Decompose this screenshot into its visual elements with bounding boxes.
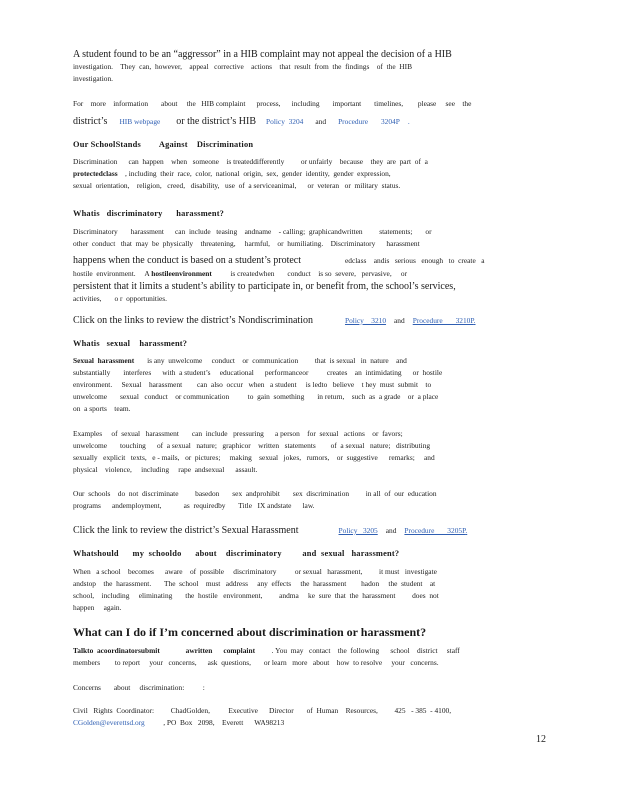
sexual-harassment-links-text: Click the link to review the district’s Sexual Harassment [73, 525, 299, 536]
districts-text: district’s [73, 116, 108, 127]
school-action-line-4: happen again. [73, 603, 122, 612]
heading-discriminatory-harassment [73, 203, 531, 221]
contact-line-2 [73, 717, 531, 729]
heading-discriminatory-harassment-text: Whatis discriminatory harassment? [73, 209, 225, 218]
heading-school-should-do [73, 543, 531, 561]
and-text-3210: and [394, 316, 405, 325]
nondiscrimination-line [73, 310, 531, 328]
policy-3204-link[interactable]: Policy 3204 [266, 117, 304, 126]
school-action-line-2: andstop the harassment. The school must address any effects the harassment hadon the student at [73, 579, 436, 588]
examples-line-2: unwelcome touching of a sexual nature; graphicor written statements of a sexual nature; distributing [73, 441, 431, 450]
coordinator-email-link[interactable]: CGolden@everettsd.org [73, 718, 145, 727]
heading-concerned-text: What can I do if I’m concerned about discrimination or harassment? [73, 625, 427, 639]
heading-school-should-do-text: Whatshould my schooldo about discriminatory and sexual harassment? [73, 549, 400, 558]
harassment-line-3 [73, 250, 531, 268]
discrimination-paragraph [73, 156, 531, 192]
school-action-paragraph [73, 566, 531, 614]
talk-line-1-rest: . You may contact the following school district staff [271, 646, 460, 655]
heading-school-stands [73, 134, 531, 152]
schools-line-1: Our schools do not discriminate basedon sex andprohibit sex discrimination in all of our education [73, 489, 437, 498]
policy-3210-link[interactable]: Policy 3210 [344, 316, 387, 325]
more-info-line-2 [73, 111, 531, 129]
sexual-harassment-links [73, 520, 531, 538]
hostile-environment-term: hostileenvironment [151, 269, 212, 278]
sexual-harassment-line-3: environment. Sexual harassment can also occur when a student is ledto believe t hey must submit to [73, 380, 432, 389]
schools-line-2: programs andemployment, as requiredby Title IX andstate law. [73, 501, 315, 510]
harassment-line-4-a: hostile environment. A [73, 269, 150, 278]
period-3210: . [473, 316, 476, 325]
harassment-line-4 [73, 268, 531, 280]
discrimination-word: Discrimination [73, 157, 118, 166]
examples-line-4: physical violence, including rape andsexual assault. [73, 465, 258, 474]
harassment-line-5: persistent that it limits a student’s ability to participate in, or benefit from, the school’s services, [73, 281, 456, 292]
period-3205: . [465, 526, 468, 535]
hib-webpage-link[interactable]: HIB webpage [119, 117, 161, 126]
nondiscrimination-text: Click on the links to review the district’s Nondiscrimination [73, 315, 313, 326]
harassment-line-6: activities, o r opportunities. [73, 294, 168, 303]
sexual-harassment-line-4: unwelcome sexual conduct or communication to gain something in return, such as a grade or a place [73, 392, 439, 401]
sexual-harassment-line-1-rest: is any unwelcome conduct or communication that is sexual in nature and [147, 356, 407, 365]
school-action-line-1: When a school becomes aware of possible discriminatory or sexual harassment, it must investigate [73, 567, 437, 576]
more-info-line-1: For more information about the HIB complaint process, including important timelines, please see the [73, 99, 472, 108]
harassment-line-2: other conduct that may be physically threatening, harmful, or humiliating. Discriminatory harassment [73, 239, 420, 248]
talk-bold-text: Talkto acoordinatorsubmit awritten complaint [73, 646, 256, 655]
discrimination-line-2-rest: , including their race, color, national origin, sex, gender identity, gender expression, [125, 169, 391, 178]
examples-line-1: Examples of sexual harassment can include pressuring a person for sexual actions or favors; [73, 429, 403, 438]
procedure-3205p-link[interactable]: Procedure 3205P [404, 526, 466, 535]
discrimination-line-1 [73, 156, 531, 168]
aggressor-paragraph [73, 48, 531, 85]
harassment-line-3-big: happens when the conduct is based on a student’s protect [73, 255, 301, 266]
or-district-hib-text: or the district’s HIB [176, 116, 257, 127]
talk-line-2: members to report your concerns, ask questions, or learn more about how to resolve your concerns. [73, 658, 439, 667]
aggressor-lead: A student found to be an “aggressor” in a HIB complaint may not appeal the decision of a HIB [73, 49, 452, 60]
policy-3205-link[interactable]: Policy 3205 [338, 526, 378, 535]
heading-concerned [73, 623, 531, 641]
heading-school-stands-text: Our SchoolStands Against Discrimination [73, 140, 254, 149]
heading-sexual-harassment-text: Whatis sexual harassment? [73, 339, 188, 348]
examples-paragraph [73, 428, 531, 476]
more-info-paragraph [73, 98, 531, 129]
and-text-3205: and [385, 526, 397, 535]
page-number: 12 [536, 734, 546, 745]
discrimination-line-1-rest: can happen when someone is treateddifferently or unfairly because they are part of a [128, 157, 428, 166]
harassment-line-1: Discriminatory harassment can include teasing andname - calling; graphicandwritten statements; or [73, 227, 432, 236]
heading-sexual-harassment [73, 333, 531, 351]
aggressor-line-2: investigation. They can, however, appeal corrective actions that result from the findings of the HIB [73, 62, 413, 71]
discrimination-line-3: sexual orientation, religion, creed, disability, use of a serviceanimal, or veteran or military status. [73, 181, 401, 190]
sexual-harassment-line-1 [73, 355, 531, 367]
harassment-line-4-b: is createdwhen conduct is so severe, pervasive, or [230, 269, 408, 278]
and-text: and [315, 117, 327, 126]
schools-paragraph [73, 488, 531, 512]
concerns-line [73, 682, 531, 694]
sexual-harassment-line-2: substantially interferes with a student’s educational performanceor creates an intimidating or hostile [73, 368, 443, 377]
harassment-paragraph [73, 226, 531, 305]
procedure-3210p-link[interactable]: Procedure 3210P [412, 316, 474, 325]
procedure-3204p-link[interactable]: Procedure 3204P [338, 117, 400, 126]
sexual-harassment-term: Sexual harassment [73, 356, 135, 365]
aggressor-line-3: investigation. [73, 74, 114, 83]
contact-address: , PO Box 2098, Everett WA98213 [163, 718, 285, 727]
period: . [407, 117, 410, 126]
nondiscrimination-links-line [73, 310, 531, 328]
concerns-text: Concerns about discrimination: : [73, 683, 205, 692]
talk-line-1 [73, 645, 531, 657]
talk-paragraph [73, 645, 531, 669]
discrimination-line-2 [73, 168, 531, 180]
harassment-line-3-small: edclass andis serious enough to create a [345, 256, 485, 265]
contact-block [73, 705, 531, 729]
sexual-harassment-line-5: on a sports team. [73, 404, 131, 413]
protected-class-term: protectedclass [73, 169, 118, 178]
sexual-harassment-paragraph [73, 355, 531, 415]
contact-line-1: Civil Rights Coordinator: ChadGolden, Executive Director of Human Resources, 425 - 385 - 4100, [73, 706, 452, 715]
examples-line-3: sexually explicit texts, e - mails, or pictures; making sexual jokes, rumors, or suggestive remarks; and [73, 453, 435, 462]
sexual-harassment-links-line [73, 520, 531, 538]
school-action-line-3: school, including eliminating the hostile environment, andma ke sure that the harassment does not [73, 591, 439, 600]
